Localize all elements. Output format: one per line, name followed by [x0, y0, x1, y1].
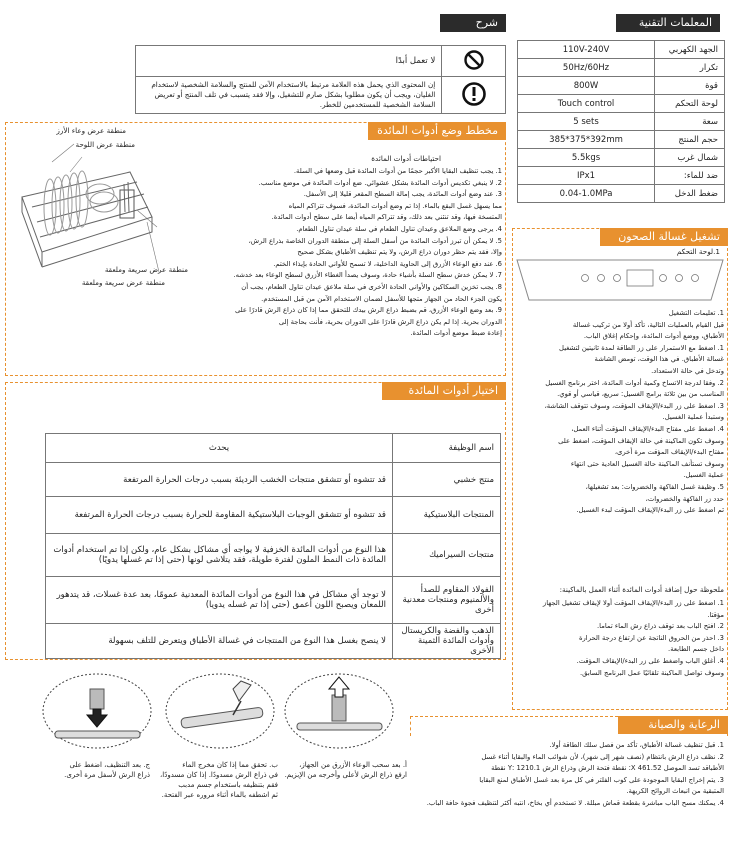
specs-table	[517, 40, 725, 203]
utensils-title: اختيار أدوات المائدة	[382, 382, 506, 400]
utensils-row	[46, 497, 501, 534]
spec-label: شمال غرب	[655, 149, 725, 167]
label-plate-area: منطقة عرض اللوحة	[75, 140, 135, 149]
placement-heading: احتياطات أدوات المائدة	[371, 154, 441, 163]
maintenance-list	[330, 740, 724, 810]
maintenance-item: الأطباقد تسد الموصل 461.52 X: نقطة فتحة الرش وذراع الرش 1210.1 :Y نقطة	[491, 764, 724, 773]
spec-label: ضغط الدخل	[655, 185, 725, 203]
utensil-name: المنتجات البلاستيكية	[393, 497, 501, 534]
spec-value: 0.04-1.0MPa	[518, 185, 655, 203]
operation-title: تشغيل غسالة الصحون	[600, 228, 728, 246]
utensil-desc: لا ينصح بغسل هذا النوع من المنتجات في غسالة الأطباق ويتعرض للتلف بسهولة	[46, 624, 393, 659]
operation-item: 1. تعليمات التشغيل	[668, 309, 724, 317]
spec-label: الجهد الكهربي	[655, 41, 725, 59]
operation-note-item: وسوف تواصل الماكينة تلقائيًا عمل البرنامج السابق.	[579, 668, 724, 677]
utensils-row	[46, 577, 501, 624]
operation-note-item: داخل جسم الطابعة.	[668, 645, 724, 654]
spec-row	[518, 131, 725, 149]
maintenance-item: المتبقية من انبعاث الروائح الكريهة.	[626, 787, 724, 796]
operation-item: قبل القيام بالعمليات التالية، تأكد أولا من تركيب غسالة	[572, 320, 724, 329]
control-panel-label: 1.لوحة التحكم	[676, 247, 720, 256]
placement-item: وإلا، فقد يتم حظر دوران ذراع الرش، ولا يتم تنظيف الأطباق بشكل صحيح	[297, 248, 502, 257]
maintenance-item: 4. يمكنك مسح الباب مباشرة بقطعة قماش مبللة. لا تستخدم أي بخاخ، انتبه أكثر لتنظيف فجوة حافة الباب.	[426, 798, 724, 807]
warning-icon	[442, 77, 506, 114]
operation-note-item: 4. أغلق الباب واضغط على زر البدء/الإيقاف المؤقت.	[576, 656, 724, 665]
spec-label: قوة	[655, 77, 725, 95]
operation-item: وستبدأ عملية الغسيل.	[662, 413, 724, 422]
symbols-title: شرح الأعلام	[440, 14, 506, 32]
placement-item: المتسخة فيها، وقد تنثني بعد ذلك، وقد تتراكم المياه أيضا على سطح أدوات المائدة.	[271, 213, 502, 222]
spec-value: IPx1	[518, 167, 655, 185]
placement-item: الدوران بحرية. إذا لم يكن ذراع الرش قادرًا على الدوران بحرية، فأنت بحاجة إلى	[278, 317, 502, 326]
utensil-name: الفولاذ المقاوم للصدأ والألمنيوم ومنتجات معدنية أخرى	[393, 577, 501, 624]
operation-item: وسوف تكون الماكينة في حالة الإيقاف المؤقت، اضغط على	[558, 436, 724, 445]
step-line: ب. تحقق مما إذا كان مخرج الماء	[182, 761, 278, 769]
utensil-name: منتجات السيراميك	[393, 534, 501, 577]
spec-label: حجم المنتج	[655, 131, 725, 149]
spec-row	[518, 113, 725, 131]
utensil-desc: هذا النوع من أدوات المائدة الخزفية لا يواجه أي مشاكل بشكل عام، ولكن إذا تم استخدام أدوات المائدة ذات النمط الملون لفترة طويلة، فقد يتلاشى لونها (حتى إذا تم غسلها يدويًا)	[46, 534, 393, 577]
step-line: ج. بعد التنظيف، اضغط على	[69, 761, 150, 769]
operation-note-item: 1. اضغط على زر البدء/الإيقاف المؤقت أولا لإيقاف تشغيل الجهاز	[542, 599, 724, 607]
utensils-row	[46, 624, 501, 659]
step-a-illustration	[282, 671, 397, 751]
operation-item: 3. اضغط على زر البدء/الإيقاف المؤقت، وسوف تتوقف الشاشة،	[544, 401, 724, 410]
spec-row	[518, 167, 725, 185]
operation-item: وتدخل في حالة الاستعداد.	[651, 366, 724, 375]
step-line: ذراع الرش لأسفل مرة أخرى.	[64, 771, 150, 779]
step-line: فقم بتنظيفه باستخدام جسم مدبب	[178, 781, 278, 789]
placement-item: 1. يجب تنظيف البقايا الأكبر حجمًا من أدوات المائدة قبل وضعها في السلة.	[293, 167, 502, 175]
operation-note-item: مؤقتا.	[707, 610, 724, 619]
utensils-header-name: اسم الوظيفة	[393, 434, 501, 463]
specs-title: المعلمات التقنية	[616, 14, 720, 32]
utensils-header-row	[46, 434, 501, 463]
spec-row	[518, 185, 725, 203]
placement-item: 8. يجب تخزين السكاكين والأواني الحادة الأخرى في سلة ملاعق عيدان تناول الطعام، يجب أن	[241, 282, 502, 291]
spec-row	[518, 77, 725, 95]
operation-item: المناسب من بين ثلاثة برامج الغسيل: سريع، قياسي أو قوي.	[557, 390, 724, 399]
step-b-illustration	[163, 671, 278, 751]
step-line: ثم اشطفه بالماء أثناء مروره عبر الفتحة.	[161, 791, 278, 799]
symbols-table	[135, 45, 506, 114]
placement-item: يكون الجزء الحاد من الجهاز متجها للأسفل لضمان الاستخدام الآمن من قبل المستخدم.	[261, 294, 502, 303]
spec-value: 800W	[518, 77, 655, 95]
maintenance-item: 1. قبل تنظيف غسالة الأطباق، تأكد من فصل سلك الطاقة أولا.	[549, 741, 724, 749]
utensil-name: منتج خشبي	[393, 463, 501, 497]
control-panel-illustration	[515, 258, 725, 302]
label-cup-area: منطقة عرض وعاء الأرز	[56, 126, 126, 135]
utensils-header-desc: يحدث	[46, 434, 393, 463]
spec-value: 110V-240V	[518, 41, 655, 59]
step-line: في ذراع الرش مسدودًا. إذا كان مسدودًا،	[160, 771, 278, 779]
label-spoon-fast-area: منطقة عرض سريعة وملعقة	[81, 278, 165, 287]
step-c-illustration	[40, 671, 155, 751]
utensils-row	[46, 534, 501, 577]
operation-note-heading: ملحوظة حول إضافة أدوات المائدة أثناء العمل بالماكينة:	[559, 585, 724, 594]
utensil-desc: قد تتشوه أو تتشقق منتجات الخشب الرديئة بسبب درجات الحرارة المرتفعة	[46, 463, 393, 497]
spec-label: سعة	[655, 113, 725, 131]
maintenance-title: الرعاية والصيانة	[618, 716, 728, 734]
spec-value: 5 sets	[518, 113, 655, 131]
symbol-text: إن المحتوى الذي يحمل هذه العلامة مرتبط بالاستخدام الآمن للمنتج والسلامة الشخصية لاستخدام الغليان، ويجب أن يكون مطلوبا بشكل صارم للتشغيل، وإلا فقد يتسبب في تلف المنتج أو تعريض السلامة الشخصية للمستخدمين للخطر.	[136, 77, 442, 114]
spec-label: لوحة التحكم	[655, 95, 725, 113]
operation-item: غسالة الأطباق. في هذا الوقت، تومض الشاشة	[594, 355, 724, 364]
placement-list	[140, 166, 502, 340]
label-bowl-fast-area: منطقة عرض سريعة وملعقة	[104, 265, 188, 274]
utensils-row	[46, 463, 501, 497]
spec-value: 385*375*392mm	[518, 131, 655, 149]
operation-note-item: 3. احذر من الحروق الناتجة عن ارتفاع درجة الحرارة	[578, 633, 724, 642]
operation-item: 2. وفقا لدرجة الاتساخ وكمية أدوات المائدة، اختر برنامج الغسيل	[545, 378, 724, 387]
utensil-desc: قد تتشوه أو تتشقق الوجبات البلاستيكية المقاومة للحرارة بسبب درجات الحرارة المرتفعة	[46, 497, 393, 534]
utensil-name: الذهب والفضة والكريستال وأدوات المائدة الثمينة الأخرى	[393, 624, 501, 659]
operation-item: وسوف تستأنف الماكينة حالة الغسيل العادية حتى انتهاء	[570, 459, 724, 468]
operation-list	[516, 308, 724, 517]
placement-item: 7. لا يمكن خدش سطح السلة بأشياء حادة، وسوف يصدأ الغطاء الأزرق لسطح الوعاء بعد خدشه.	[233, 271, 502, 280]
maintenance-item: 2. نظف ذراع الرش بانتظام (نصف شهر إلى شهر)، لأن شوائب الماء والبقايا أثناء غسل	[481, 752, 724, 761]
maintenance-item: 3. يتم إخراج البقايا الموجودة على كوب الفلتر في كل مرة بعد غسل الأطباق لمنع البقايا	[479, 775, 724, 784]
prohibited-icon	[442, 46, 506, 77]
operation-item: ثم اضغط على زر البدء/الإيقاف المؤقت لبدء الغسيل.	[576, 506, 724, 515]
operation-item: مفتاح البدء/الإيقاف المؤقت مرة أخرى،	[614, 448, 724, 457]
placement-item: مما يسهل غسل البقع بالماء. إذا تم وضع أدوات المائدة، فسوف تتراكم المياه	[288, 201, 502, 210]
spec-row	[518, 95, 725, 113]
placement-item: 9. بعد وضع الوعاء الأزرق، قم بضبط ذراع الرش بيدك للتحقق مما إذا كان ذراع الرش قادرًا على	[234, 306, 502, 315]
placement-item: 6. عند دفع الوعاء الأزرق إلى الحاوية الداخلية، لا تسمح للأواني الحادة بإيذاء الختم.	[273, 259, 502, 268]
step-line: ارفع ذراع الرش لأعلى وأخرجه من الإبزيم.	[284, 771, 407, 779]
spec-value: 50Hz/60Hz	[518, 59, 655, 77]
spec-label: تكرار	[655, 59, 725, 77]
utensils-table	[45, 433, 501, 659]
operation-item: 5. وظيفة غسل الفاكهة والخضروات: بعد تشغيلها،	[585, 482, 724, 491]
spec-row	[518, 41, 725, 59]
operation-note-list	[516, 598, 724, 679]
spec-row	[518, 149, 725, 167]
spec-value: Touch control	[518, 95, 655, 113]
operation-item: حدد زر الفاكهة والخضروات،	[645, 494, 724, 503]
operation-note-item: 2. افتح الباب بعد توقف ذراع رش الماء تماما.	[596, 622, 724, 631]
placement-item: إعادة ضبط موضع أدوات المائدة.	[410, 329, 502, 338]
placement-item: 5. لا يمكن أن تبرز أدوات المائدة من أسفل السلة إلى منطقة الدوران الخاصة بذراع الرش،	[248, 236, 502, 245]
spec-row	[518, 59, 725, 77]
placement-title: مخطط وضع أدوات المائدة	[368, 122, 506, 140]
placement-item: 3. عند وضع أدوات المائدة، يجب إمالة السطح المقعر قليلا إلى الأسفل.	[303, 190, 502, 199]
utensil-desc: لا توجد أي مشاكل في هذا النوع من أدوات المائدة المعدنية عمومًا، بعد عدة غسلات، قد يتدهور اللمعان ويصبح اللون أعمق (حتى إذا تم غسله يدويا)	[46, 577, 393, 624]
step-c-text	[32, 760, 150, 780]
spec-label: ضد للماء:	[655, 167, 725, 185]
placement-item: 2. لا ينبغي تكديس أدوات المائدة بشكل عشوائي. ضع أدوات المائدة في موضع مناسب.	[258, 178, 502, 187]
operation-item: 1. اضغط مع الاستمرار على زر الطاقة لمدة ثانيتين لتشغيل	[559, 343, 724, 352]
step-line: أ. بعد سحب الوعاء الأزرق من الجهاز،	[299, 761, 407, 769]
placement-item: 4. يرجى وضع الملاعق وعيدان تناول الطعام في سلة عيدان تناول الطعام.	[296, 224, 502, 233]
operation-item: عملية الغسيل.	[683, 471, 724, 480]
symbol-text: لا تعمل أبدًا	[136, 46, 442, 77]
operation-item: 4. اضغط على مفتاح البدء/الإيقاف المؤقت أثناء العمل،	[571, 424, 724, 433]
operation-item: الأطباق، ووضع أدوات المائدة، وإحكام إغلاق الباب.	[583, 332, 724, 341]
spec-value: 5.5kgs	[518, 149, 655, 167]
step-b-text	[150, 760, 278, 800]
